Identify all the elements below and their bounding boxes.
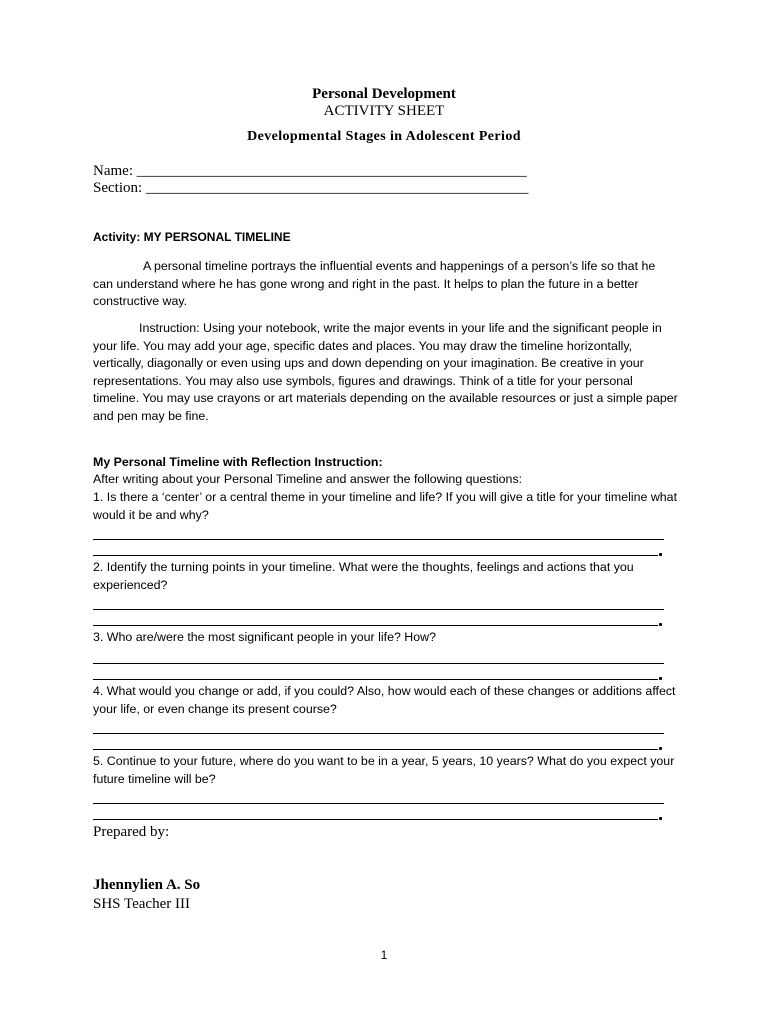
answer-line[interactable] bbox=[93, 749, 658, 750]
answer-line[interactable] bbox=[93, 539, 664, 540]
line-end-period bbox=[659, 677, 662, 680]
page-number: 1 bbox=[380, 948, 388, 962]
line-end-period bbox=[659, 623, 662, 626]
activity-title: Activity: MY PERSONAL TIMELINE bbox=[93, 230, 291, 244]
question-4: 4. What would you change or add, if you could? Also, how would each of these changes or additions affect your life, or even change its present course? bbox=[93, 684, 676, 716]
line-end-period bbox=[659, 817, 662, 820]
reflection-heading: My Personal Timeline with Reflection Instruction: bbox=[93, 455, 383, 469]
answer-line[interactable] bbox=[93, 555, 658, 556]
question-1: 1. Is there a ‘center’ or a central theme in your timeline and life? If you will give a title for your timeline what would it be and why? bbox=[93, 490, 678, 522]
instruction-paragraph: Instruction: Using your notebook, write the major events in your life and the significant people in your life. You may add your age, specific dates and places. You may draw the timeline horizontally, vertically, diagonally or even using ups and down depending on your imagination. Be creative in your representations. You may also use symbols, figures and drawings. Think of a title for your personal timeline. You may use crayons or art materials depending on the available resources or just a simple paper and pen may be fine. bbox=[93, 321, 678, 423]
intro-paragraph: A personal timeline portrays the influential events and happenings of a person’s life so that he can understand where he has gone wrong and right in the past. It helps to plan the future in a better constructive way. bbox=[93, 259, 656, 308]
question-5: 5. Continue to your future, where do you want to be in a year, 5 years, 10 years? What do you expect your future timeline will be? bbox=[93, 754, 675, 786]
teacher-name: Jhennylien A. So bbox=[93, 877, 201, 893]
sheet-type-title: ACTIVITY SHEET bbox=[323, 103, 445, 119]
subject-title: Personal Development bbox=[312, 86, 456, 102]
teacher-role: SHS Teacher III bbox=[93, 896, 190, 912]
answer-line[interactable] bbox=[93, 733, 664, 734]
answer-line[interactable] bbox=[93, 679, 658, 680]
line-end-period bbox=[659, 553, 662, 556]
answer-line[interactable] bbox=[93, 819, 658, 820]
answer-line[interactable] bbox=[93, 663, 664, 664]
question-3: 3. Who are/were the most significant people in your life? How? bbox=[93, 630, 436, 644]
topic-title: Developmental Stages in Adolescent Period bbox=[247, 129, 521, 144]
question-2: 2. Identify the turning points in your timeline. What were the thoughts, feelings and actions that you experienced? bbox=[93, 560, 634, 592]
reflection-lead: After writing about your Personal Timeline and answer the following questions: bbox=[93, 472, 523, 486]
line-end-period bbox=[659, 747, 662, 750]
answer-line[interactable] bbox=[93, 803, 664, 804]
prepared-by-label: Prepared by: bbox=[93, 824, 170, 840]
answer-line[interactable] bbox=[93, 625, 658, 626]
section-field[interactable]: Section: ___________________________________________________ bbox=[93, 180, 529, 196]
name-field[interactable]: Name: ____________________________________________________ bbox=[93, 163, 527, 179]
answer-line[interactable] bbox=[93, 609, 664, 610]
